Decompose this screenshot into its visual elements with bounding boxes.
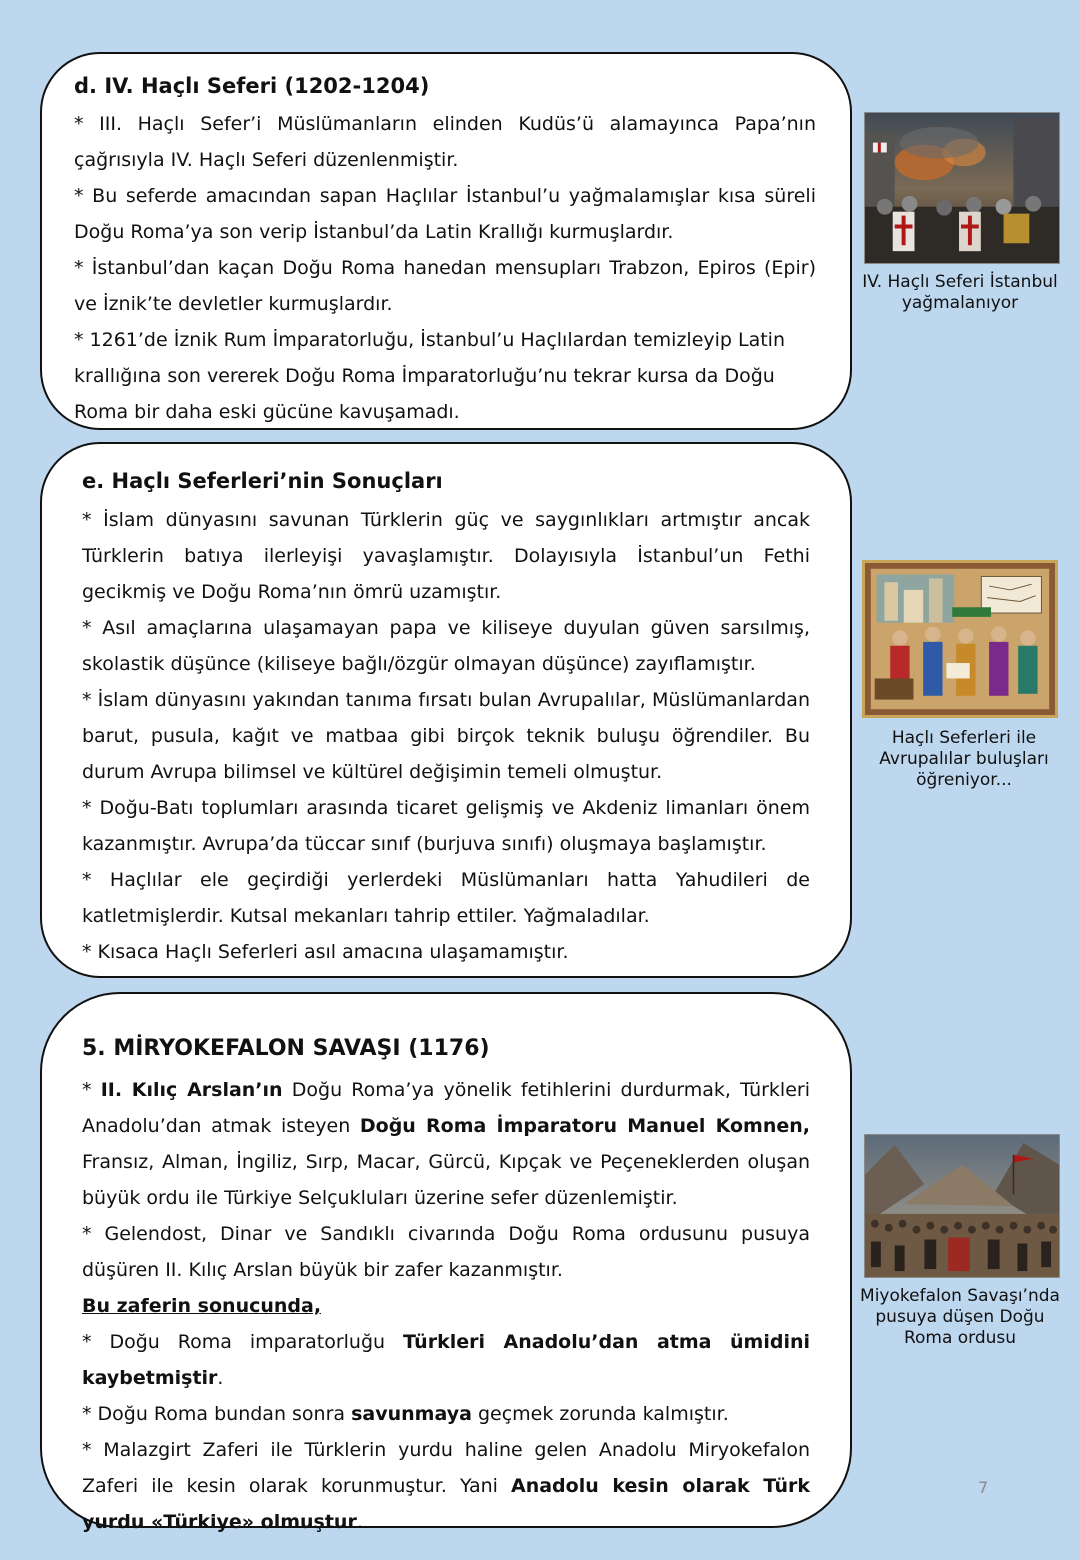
section-d-paragraph-1: * III. Haçlı Sefer’i Müslümanların elinden Kudüs’ü alamayınca Papa’nın çağrısıyla IV. Haçlı Seferi düzenlenmiştir.	[74, 113, 816, 171]
r3-prefix: * Malazgirt Zaferi ile Türklerin yurdu haline gelen Anadolu Miryokefalon Zaferi ile kesin olarak korunmuştur. Yani	[82, 1439, 810, 1497]
section-5-title: 5. MİRYOKEFALON SAVAŞI (1176)	[82, 1036, 490, 1061]
ambush-battle-image	[864, 1134, 1060, 1278]
r1-end: .	[217, 1367, 224, 1389]
section-e-paragraph-2: * Asıl amaçlarına ulaşamayan papa ve kiliseye duyulan güven sarsılmış, skolastik düşünce (kiliseye bağlı/özgür olmayan düşünce) zayıflamıştır.	[82, 617, 810, 675]
crusade-sack-illustration	[865, 113, 1059, 263]
result-heading-text: Bu zaferin sonucunda,	[82, 1295, 322, 1317]
section-e-paragraph-5: * Haçlılar ele geçirdiği yerlerdeki Müslümanları hatta Yahudileri de katletmişlerdir. Kutsal mekanları tahrip ettiler. Yağmaladılar.	[82, 869, 810, 927]
europeans-learning-caption: Haçlı Seferleri ile Avrupalılar buluşları öğreniyor...	[879, 728, 1049, 790]
europeans-learning-illustration	[865, 563, 1055, 715]
ambush-battle-illustration	[865, 1135, 1059, 1277]
page-number: 7	[978, 1478, 989, 1497]
section-5-result-3	[82, 1432, 810, 1540]
section-5-paragraph-1	[82, 1072, 810, 1216]
p1-bold-emperor: Doğu Roma İmparatoru Manuel Komnen,	[359, 1115, 810, 1137]
section-d-paragraph-3: * İstanbul’dan kaçan Doğu Roma hanedan mensupları Trabzon, Epiros (Epir) ve İznik’te devletler kurmuşlardır.	[74, 257, 816, 315]
p1-bold-ruler: II. Kılıç Arslan’ın	[100, 1079, 283, 1101]
section-d-card	[40, 52, 852, 430]
p1-end: Fransız, Alman, İngiliz, Sırp, Macar, Gürcü, Kıpçak ve Peçeneklerden oluşan büyük ordu ile Türkiye Selçukluları üzerine sefer düzenlemiştir.	[82, 1151, 810, 1209]
section-e-paragraph-6: * Kısaca Haçlı Seferleri asıl amacına ulaşamamıştır.	[82, 941, 569, 963]
crusade-sack-caption: IV. Haçlı Seferi İstanbul yağmalanıyor	[862, 272, 1058, 313]
r1-prefix: * Doğu Roma imparatorluğu	[82, 1331, 404, 1353]
r2-bold: savunmaya	[351, 1403, 472, 1425]
section-5-result-1	[82, 1324, 810, 1396]
p1-prefix: *	[82, 1079, 101, 1101]
p1-middle: Doğu Roma’ya yönelik fetihlerini durdurmak, Türkleri Anadolu’dan atmak isteyen	[82, 1079, 810, 1137]
section-d-title: d. IV. Haçlı Seferi (1202-1204)	[74, 74, 430, 98]
section-e-paragraph-1: * İslam dünyasını savunan Türklerin güç ve saygınlıkları artmıştır ancak Türklerin batıya ilerleyişi yavaşlamıştır. Dolayısıyla İstanbul’un Fethi gecikmiş ve Doğu Roma’nın ömrü uzamıştır.	[82, 509, 810, 603]
section-5-result-2	[82, 1396, 810, 1432]
section-5-paragraph-2: * Gelendost, Dinar ve Sandıklı civarında Doğu Roma ordusunu pusuya düşüren II. Kılıç Arslan büyük bir zafer kazanmıştır.	[82, 1223, 810, 1281]
ambush-battle-caption: Miyokefalon Savaşı’nda pusuya düşen Doğu Roma ordusu	[860, 1286, 1060, 1348]
section-e-paragraph-4: * Doğu-Batı toplumları arasında ticaret gelişmiş ve Akdeniz limanları önem kazanmıştır. Avrupa’da tüccar sınıf (burjuva sınıfı) oluşmaya başlamıştır.	[82, 797, 810, 855]
crusade-sack-image	[864, 112, 1060, 264]
section-5-result-heading	[82, 1288, 810, 1324]
section-d-paragraph-4: * 1261’de İznik Rum İmparatorluğu, İstanbul’u Haçlılardan temizleyip Latin krallığına son vererek Doğu Roma İmparatorluğu’nu tekrar kursa da Doğu Roma bir daha eski gücüne kavuşamadı.	[74, 329, 786, 423]
section-e-paragraph-3: * İslam dünyasını yakından tanıma fırsatı bulan Avrupalılar, Müslümanlardan barut, pusula, kağıt ve matbaa gibi birçok teknik buluşu öğrendiler. Bu durum Avrupa bilimsel ve kültürel değişimin temeli olmuştur.	[82, 689, 810, 783]
r1-bold: Türkleri Anadolu’dan atma ümidini kaybetmiştir	[82, 1331, 810, 1389]
europeans-learning-image	[862, 560, 1058, 718]
section-d-paragraph-2: * Bu seferde amacından sapan Haçlılar İstanbul’u yağmalamışlar kısa süreli Doğu Roma’ya son verip İstanbul’da Latin Krallığı kurmuşlardır.	[74, 185, 816, 243]
r3-bold: Anadolu kesin olarak Türk yurdu «Türkiye» olmuştur	[82, 1475, 810, 1533]
section-5-card	[40, 992, 852, 1533]
section-e-card	[40, 442, 852, 978]
section-e-title: e. Haçlı Seferleri’nin Sonuçları	[82, 469, 443, 493]
r2-end: geçmek zorunda kalmıştır.	[471, 1403, 729, 1425]
r3-end: .	[356, 1511, 363, 1533]
r2-prefix: * Doğu Roma bundan sonra	[82, 1403, 352, 1425]
